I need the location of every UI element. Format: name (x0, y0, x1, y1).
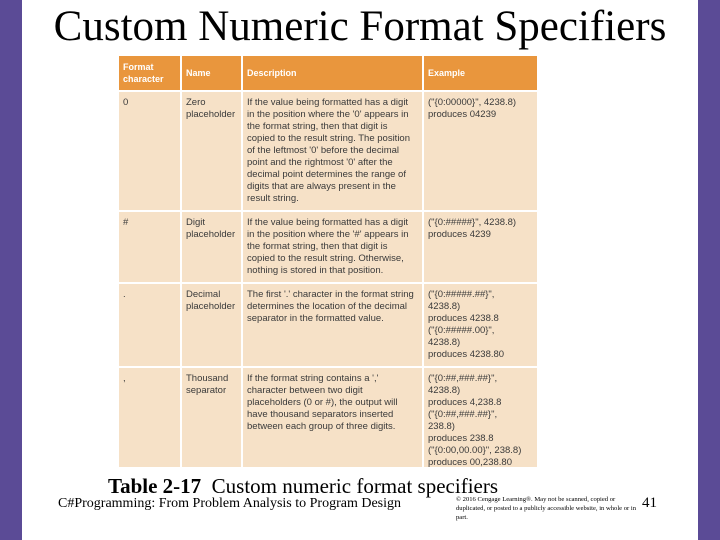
caption-label: Table 2-17 (108, 474, 202, 498)
page-number: 41 (642, 495, 657, 511)
example-line: produces 4238.8 (428, 313, 499, 324)
description-cell: If the value being formatted has a digit in the position where the '0' appears in the format string, then that digit is copied to the result string. The position of the leftmost '0' before the decimal point and the rightmost '0' after the decimal point determines the range of digits that are always present in the result string. (242, 91, 423, 211)
example-line: 4238.8) (428, 301, 461, 312)
name-cell: Digit placeholder (181, 211, 242, 283)
column-header-name: Name (181, 56, 242, 91)
footer-text: C#Programming: From Problem Analysis to Program Design (58, 496, 401, 511)
example-line: produces 238.8 (428, 433, 494, 444)
name-cell: Decimal placeholder (181, 283, 242, 367)
example-line: ("{0:00,00.00}", 238.8) (428, 445, 522, 456)
column-header-format: Format character (119, 56, 181, 91)
example-line: 238.8) (428, 421, 455, 432)
table-row (119, 367, 537, 467)
example-line: produces 4239 (428, 229, 491, 240)
example-line: produces 04239 (428, 109, 497, 120)
example-line: 4238.8) (428, 385, 461, 396)
slide-title: Custom Numeric Format Specifiers (53, 3, 667, 50)
table-header-row (119, 56, 537, 91)
table-row (119, 211, 537, 283)
example-line: 4238.8) (428, 337, 461, 348)
format-specifier-table (119, 56, 537, 467)
example-cell (423, 211, 537, 283)
example-line: produces 00,238.80 (428, 457, 512, 467)
copyright-notice: © 2016 Cengage Learning®. May not be scanned, copied or duplicated, or posted to a publicly accessible website, in whole or in part. (456, 496, 636, 521)
description-cell: If the value being formatted has a digit in the position where the '#' appears in the format string, then that digit is copied to the result string. Otherwise, nothing is stored in that position. (242, 211, 423, 283)
example-cell (423, 91, 537, 211)
format-char-cell: # (119, 211, 181, 283)
example-line: ("{0:00000}", 4238.8) (428, 97, 517, 108)
example-cell (423, 367, 537, 467)
format-char-cell: . (119, 283, 181, 367)
name-cell: Thousand separator (181, 367, 242, 467)
table-row (119, 283, 537, 367)
right-accent-bar (698, 0, 720, 540)
description-cell: The first '.' character in the format string determines the location of the decimal separator in the formatted value. (242, 283, 423, 367)
column-header-description: Description (242, 56, 423, 91)
example-line: produces 4,238.8 (428, 397, 502, 408)
table-row (119, 91, 537, 211)
example-line: ("{0:#####}", 4238.8) (428, 217, 517, 228)
example-line: produces 4238.80 (428, 349, 505, 360)
example-line: ("{0:##,###.##}", (428, 409, 498, 420)
description-cell: If the format string contains a ',' character between two digit placeholders (0 or #), the output will have thousand separators inserted between each group of three digits. (242, 367, 423, 467)
format-char-cell: , (119, 367, 181, 467)
left-accent-bar (0, 0, 22, 540)
format-char-cell: 0 (119, 91, 181, 211)
caption-text: Custom numeric format specifiers (211, 474, 499, 498)
column-header-example: Example (423, 56, 537, 91)
example-line: ("{0:#####.00}", (428, 325, 495, 336)
example-cell (423, 283, 537, 367)
name-cell: Zero placeholder (181, 91, 242, 211)
example-line: ("{0:##,###.##}", (428, 373, 498, 384)
example-line: ("{0:#####.##}", (428, 289, 495, 300)
